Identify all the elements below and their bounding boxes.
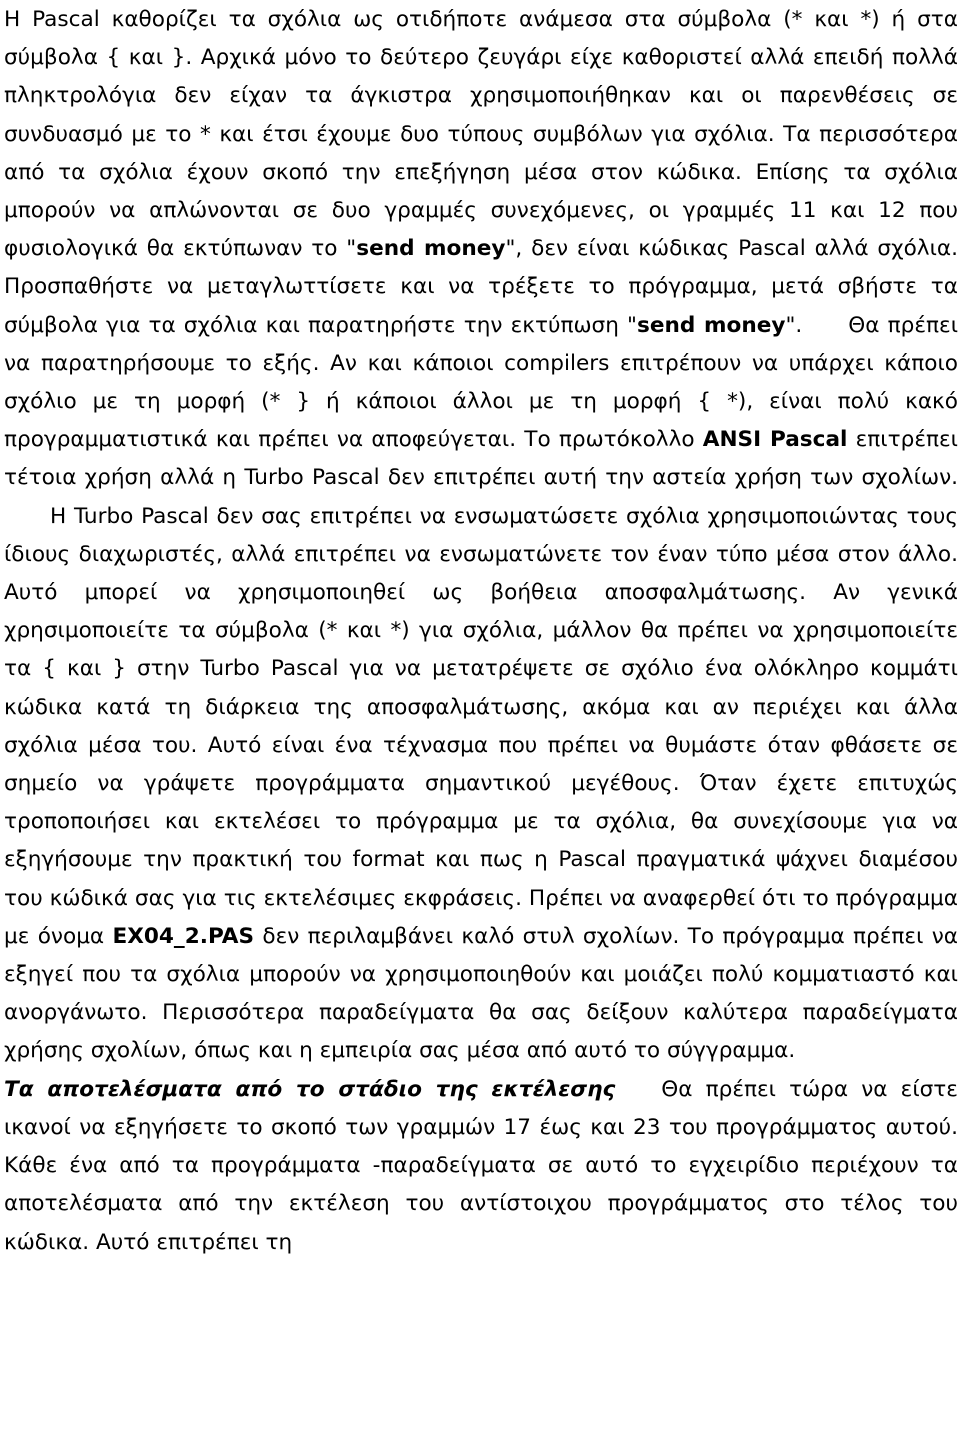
text-run: Θα πρέπει να παρατηρήσουμε το εξής. Αν και κάποιοι compilers επιτρέπουν να υπάρχει κάποιο σχόλιο με τη μορφή (* } ή κάποιοι άλλοι με τη μορφή { *), είναι πολύ κακό προγραμματιστικά και πρέπει να αποφεύγεται. Το πρωτόκολλο (4, 312, 958, 453)
comments-paragraph (4, 1, 958, 1071)
text-run: Θα πρέπει τώρα να είστε ικανοί να εξηγήσετε το σκοπό των γραμμών 17 έως και 23 του προγράμματος αυτού. Κάθε ένα από τα προγράμματα -παραδείγματα σε αυτό το εγχειρίδιο περιέχουν τα αποτελέσματα από την εκτέλεση του αντίστοιχου προγράμματος στο τέλος του κώδικα. Αυτό επιτρέπει τη (4, 1076, 958, 1255)
document-page (4, 0, 958, 1262)
execution-results-paragraph (4, 1071, 958, 1262)
bold-term: EX04_2.PAS (112, 923, 255, 949)
text-run: Η Turbo Pascal δεν σας επιτρέπει να ενσωματώσετε σχόλια χρησιμοποιώντας τους ίδιους διαχωριστές, αλλά επιτρέπει να ενσωματώνετε τον έναν τύπο μέσα στον άλλο. Αυτό μπορεί να χρησιμοποιηθεί ως βοήθεια αποσφαλμάτωσης. Αν γενικά χρησιμοποιείτε τα σύμβολα (* και *) για σχόλια, μάλλον θα πρέπει να χρησιμοποιείτε τα { και } στην Turbo Pascal για να μετατρέψετε σε σχόλιο ένα ολόκληρο κομμάτι κώδικα κατά τη διάρκεια της αποσφαλμάτωσης, ακόμα και αν περιέχει και άλλα σχόλια μέσα του. Αυτό είναι ένα τέχνασμα που πρέπει να θυμάστε όταν φθάσετε σε σημείο να γράψετε προγράμματα σημαντικού μεγέθους. Όταν έχετε επιτυχώς τροποποιήσει και εκτελέσει το πρόγραμμα με τα σχόλια, θα συνεχίσουμε για να εξηγήσουμε την πρακτική του format και πως η Pascal πραγματικά ψάχνει διαμέσου του κώδικά σας για τις εκτελέσιμες εκφράσεις. Πρέπει να αναφερθεί ότι το πρόγραμμα με όνομα (4, 503, 958, 949)
text-run: ", δεν είναι κώδικας Pascal αλλά σχόλια. Προσπαθήστε να μεταγλωττίσετε και να τρέξετε το πρόγραμμα, μετά σβήστε τα σύμβολα για τα σχόλια και παρατηρήστε την εκτύπωση " (4, 236, 958, 338)
text-run: ". (785, 312, 803, 338)
text-run: επιτρέπει τέτοια χρήση αλλά η Turbo Pascal δεν επιτρέπει αυτή την αστεία χρήση των σχολίων. (4, 427, 958, 491)
text-run: Η Pascal καθορίζει τα σχόλια ως οτιδήποτε ανάμεσα στα σύμβολα (* και *) ή στα σύμβολα { και }. Αρχικά μόνο το δεύτερο ζευγάρι είχε καθοριστεί αλλά επειδή πολλά πληκτρολόγια δεν είχαν τα άγκιστρα χρησιμοποιήθηκαν και οι παρενθέσεις σε συνδυασμό με το * και έτσι έχουμε δυο τύπους συμβόλων για σχόλια. Τα περισσότερα από τα σχόλια έχουν σκοπό την επεξήγηση μέσα στον κώδικα. Επίσης τα σχόλια μπορούν να απλώνονται σε δυο γραμμές συνεχόμενες, οι γραμμές 11 και 12 που φυσιολογικά θα εκτύπωναν το " (4, 7, 958, 262)
bold-term: send money (636, 312, 786, 338)
text-run: δεν περιλαμβάνει καλό στυλ σχολίων. Το πρόγραμμα πρέπει να εξηγεί που τα σχόλια μπορούν να χρησιμοποιηθούν και μοιάζει πολύ κομματιαστό και ανοργάνωτο. Περισσότερα παραδείγματα θα σας δείξουν καλύτερα παραδείγματα χρήσης σχολίων, όπως και η εμπειρία σας μέσα από αυτό το σύγγραμμα. (4, 923, 958, 1064)
bold-term: send money (356, 236, 506, 262)
section-heading: Τα αποτελέσματα από το στάδιο της εκτέλεσης (4, 1076, 616, 1102)
bold-term: ANSI Pascal (702, 427, 848, 453)
